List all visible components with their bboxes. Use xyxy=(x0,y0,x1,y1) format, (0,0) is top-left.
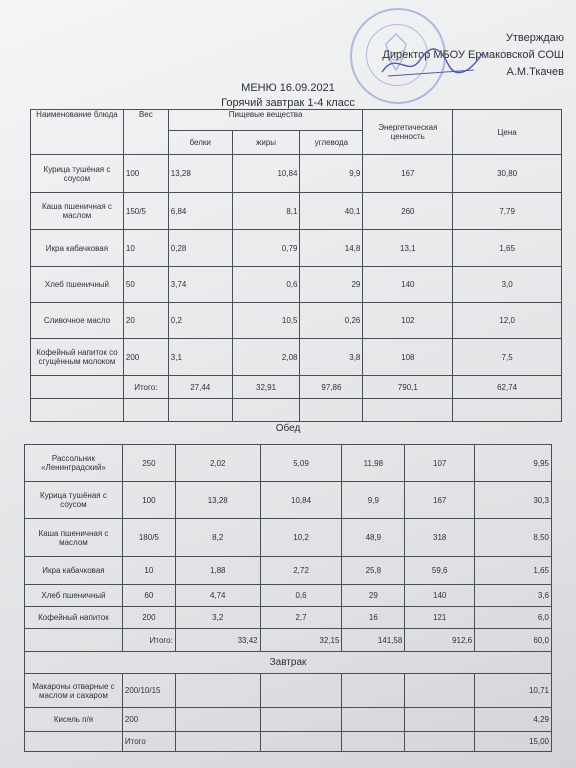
dish-energy: 59,6 xyxy=(405,557,475,585)
total-energy: 790,1 xyxy=(363,376,453,399)
dish-weight: 20 xyxy=(123,303,168,339)
lunch-row xyxy=(25,607,552,629)
total-carbs: 97,86 xyxy=(300,376,363,399)
lunch-table xyxy=(24,444,552,752)
dish-protein: 6,84 xyxy=(168,193,232,230)
breakfast-row xyxy=(31,193,562,230)
dish-price: 1,65 xyxy=(453,230,562,267)
breakfast-table xyxy=(30,109,562,422)
dish-protein: 3,2 xyxy=(175,607,260,629)
dish-carbs: 29 xyxy=(342,585,405,607)
header-fat: жиры xyxy=(232,131,300,155)
dish-price: 4,29 xyxy=(475,708,552,732)
dish-protein: 8,2 xyxy=(175,519,260,557)
dish-protein: 13,28 xyxy=(168,155,232,193)
dish-energy: 140 xyxy=(363,267,453,303)
lunch-row xyxy=(25,519,552,557)
dish-energy: 102 xyxy=(363,303,453,339)
snack-row xyxy=(25,674,552,708)
lunch-total-energy: 912,6 xyxy=(405,629,475,652)
dish-price: 3,0 xyxy=(453,267,562,303)
dish-carbs: 9,9 xyxy=(342,482,405,519)
dish-weight: 250 xyxy=(122,445,175,482)
dish-name: Курица тушёная с соусом xyxy=(31,155,124,193)
dish-energy: 140 xyxy=(405,585,475,607)
dish-weight: 50 xyxy=(123,267,168,303)
dish-carbs: 48,9 xyxy=(342,519,405,557)
dish-price: 10,71 xyxy=(475,674,552,708)
lunch-total-fat: 32,15 xyxy=(260,629,342,652)
lunch-row xyxy=(25,445,552,482)
dish-weight: 100 xyxy=(123,155,168,193)
header-price: Цена xyxy=(453,110,562,155)
dish-price: 6,0 xyxy=(475,607,552,629)
dish-fat: 8,1 xyxy=(232,193,300,230)
dish-name: Хлеб пшеничный xyxy=(31,267,124,303)
director-signature xyxy=(378,42,488,82)
dish-energy: 260 xyxy=(363,193,453,230)
empty-cell xyxy=(260,708,342,732)
dish-carbs: 3,8 xyxy=(300,339,363,376)
dish-carbs: 11,98 xyxy=(342,445,405,482)
dish-name: Кофейный напиток xyxy=(25,607,123,629)
lunch-total-protein: 33,42 xyxy=(175,629,260,652)
lunch-total-label: Итого: xyxy=(122,629,175,652)
dish-energy: 167 xyxy=(363,155,453,193)
dish-carbs: 16 xyxy=(342,607,405,629)
dish-fat: 5,09 xyxy=(260,445,342,482)
total-protein: 27,44 xyxy=(168,376,232,399)
dish-name: Рассольник «Ленинградский» xyxy=(25,445,123,482)
dish-weight: 200 xyxy=(122,708,175,732)
breakfast-row xyxy=(31,155,562,193)
dish-protein: 0,28 xyxy=(168,230,232,267)
snack-total-price: 15,00 xyxy=(475,732,552,752)
dish-carbs: 29 xyxy=(300,267,363,303)
dish-energy: 13,1 xyxy=(363,230,453,267)
empty-cell xyxy=(175,674,260,708)
dish-carbs: 40,1 xyxy=(300,193,363,230)
dish-name: Кисель п/я xyxy=(25,708,123,732)
total-price: 62,74 xyxy=(453,376,562,399)
dish-price: 3,6 xyxy=(475,585,552,607)
dish-weight: 60 xyxy=(122,585,175,607)
approval-line-3: А.М.Ткачев xyxy=(506,66,564,78)
dish-weight: 150/5 xyxy=(123,193,168,230)
dish-price: 9,95 xyxy=(475,445,552,482)
dish-weight: 180/5 xyxy=(122,519,175,557)
dish-fat: 0,79 xyxy=(232,230,300,267)
dish-protein: 2,02 xyxy=(175,445,260,482)
breakfast-total-row xyxy=(31,376,562,399)
dish-price: 7,79 xyxy=(453,193,562,230)
dish-fat: 10,2 xyxy=(260,519,342,557)
dish-name: Каша пшеничная с маслом xyxy=(25,519,123,557)
dish-weight: 10 xyxy=(122,557,175,585)
dish-weight: 200/10/15 xyxy=(122,674,175,708)
snack-total-row xyxy=(25,732,552,752)
dish-protein: 13,28 xyxy=(175,482,260,519)
dish-energy: 108 xyxy=(363,339,453,376)
lunch-title: Обед xyxy=(275,423,301,434)
dish-name: Сливочное масло xyxy=(31,303,124,339)
dish-name: Макароны отварные с маслом и сахаром xyxy=(25,674,123,708)
breakfast-title: Горячий завтрак 1-4 класс xyxy=(221,97,355,109)
dish-price: 30,3 xyxy=(475,482,552,519)
empty-cell xyxy=(342,674,405,708)
total-label: Итого: xyxy=(123,376,168,399)
breakfast-row xyxy=(31,230,562,267)
lunch-total-price: 60,0 xyxy=(475,629,552,652)
menu-title: МЕНЮ 16.09.2021 xyxy=(241,82,335,94)
dish-fat: 10,5 xyxy=(232,303,300,339)
dish-fat: 0,6 xyxy=(232,267,300,303)
empty-cell xyxy=(175,708,260,732)
lunch-row xyxy=(25,585,552,607)
approval-line-2: Директор МБОУ Ермаковской СОШ xyxy=(382,49,564,61)
approval-line-1: Утверждаю xyxy=(505,32,564,44)
dish-protein: 1,88 xyxy=(175,557,260,585)
dish-price: 30,80 xyxy=(453,155,562,193)
total-fat: 32,91 xyxy=(232,376,300,399)
snack-total-label: Итого xyxy=(122,732,175,752)
dish-energy: 107 xyxy=(405,445,475,482)
dish-price: 8,50 xyxy=(475,519,552,557)
dish-price: 12,0 xyxy=(453,303,562,339)
header-protein: белки xyxy=(168,131,232,155)
dish-name: Каша пшеничная с маслом xyxy=(31,193,124,230)
empty-cell xyxy=(342,708,405,732)
dish-price: 7,5 xyxy=(453,339,562,376)
lunch-row xyxy=(25,482,552,519)
dish-protein: 3,1 xyxy=(168,339,232,376)
lunch-row xyxy=(25,557,552,585)
dish-price: 1,65 xyxy=(475,557,552,585)
dish-weight: 10 xyxy=(123,230,168,267)
snack-row xyxy=(25,708,552,732)
dish-fat: 10,84 xyxy=(232,155,300,193)
dish-fat: 2,72 xyxy=(260,557,342,585)
dish-carbs: 9,9 xyxy=(300,155,363,193)
empty-cell xyxy=(405,674,475,708)
dish-fat: 2,08 xyxy=(232,339,300,376)
dish-energy: 167 xyxy=(405,482,475,519)
lunch-total-carbs: 141,58 xyxy=(342,629,405,652)
dish-protein: 3,74 xyxy=(168,267,232,303)
dish-carbs: 14,8 xyxy=(300,230,363,267)
snack-title: Завтрак xyxy=(25,652,552,674)
dish-name: Курица тушёная с соусом xyxy=(25,482,123,519)
dish-fat: 2,7 xyxy=(260,607,342,629)
dish-protein: 4,74 xyxy=(175,585,260,607)
dish-weight: 200 xyxy=(122,607,175,629)
dish-protein: 0,2 xyxy=(168,303,232,339)
dish-carbs: 0,26 xyxy=(300,303,363,339)
dish-weight: 200 xyxy=(123,339,168,376)
dish-energy: 121 xyxy=(405,607,475,629)
header-carbs: углевода xyxy=(300,131,363,155)
header-nutrients: Пищевые вещества xyxy=(168,110,363,131)
dish-name: Икра кабачковая xyxy=(31,230,124,267)
dish-name: Икра кабачковая xyxy=(25,557,123,585)
breakfast-row xyxy=(31,339,562,376)
header-energy: Энергетическая ценность xyxy=(363,110,453,155)
breakfast-row xyxy=(31,267,562,303)
header-dish: Наименование блюда xyxy=(31,110,124,155)
empty-cell xyxy=(260,674,342,708)
dish-weight: 100 xyxy=(122,482,175,519)
dish-fat: 10,84 xyxy=(260,482,342,519)
header-weight: Вес xyxy=(123,110,168,155)
lunch-total-row xyxy=(25,629,552,652)
dish-name: Кофейный напиток со сгущённым молоком xyxy=(31,339,124,376)
dish-energy: 318 xyxy=(405,519,475,557)
snack-title-row xyxy=(25,652,552,674)
breakfast-row xyxy=(31,303,562,339)
dish-carbs: 25,8 xyxy=(342,557,405,585)
empty-cell xyxy=(405,708,475,732)
dish-fat: 0,6 xyxy=(260,585,342,607)
dish-name: Хлеб пшеничный xyxy=(25,585,123,607)
